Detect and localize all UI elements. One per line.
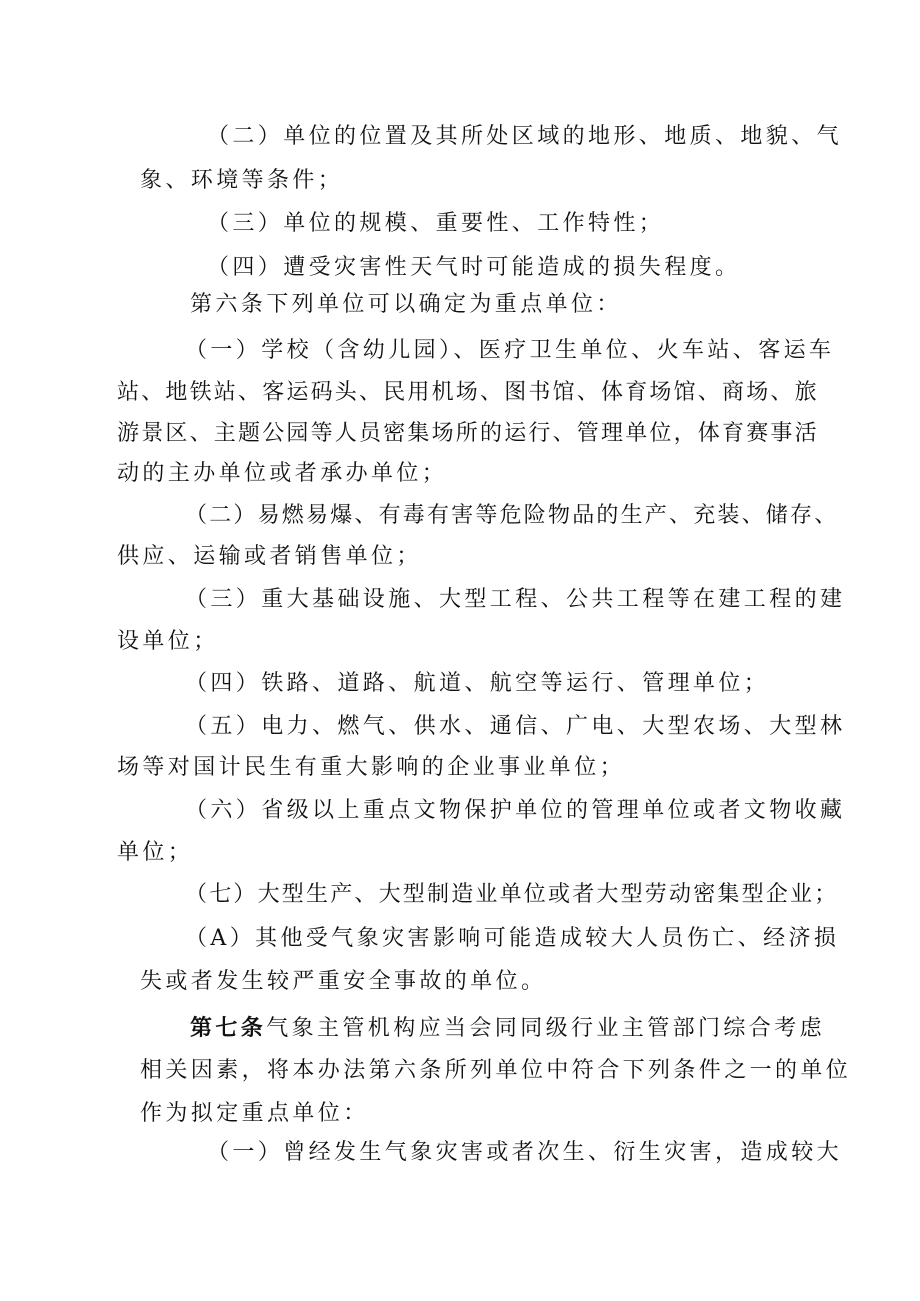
art6-item-6-line-1: （六）省级以上重点文物保护单位的管理单位或者文物收藏 xyxy=(185,798,846,823)
article-7-line-2: 相关因素，将本办法第六条所列单位中符合下列条件之一的单位 xyxy=(140,1058,852,1083)
article-7-heading: 第七条 xyxy=(190,1015,267,1041)
art6-item-1-line-2: 站、地铁站、客运码头、民用机场、图书馆、体育场馆、商场、旅 xyxy=(117,380,819,405)
art6-item-8-line-1: （A）其他受气象灾害影响可能造成较大人员伤亡、经济损 xyxy=(185,926,840,951)
art6-item-1-line-3: 游景区、主题公园等人员密集场所的运行、管理单位，体育赛事活 xyxy=(117,421,819,446)
art6-item-1-line-4: 动的主办单位或者承办单位； xyxy=(117,461,448,486)
art6-item-8-line-2: 失或者发生较严重安全事故的单位。 xyxy=(140,969,547,994)
art6-item-1-line-1: （一）学校（含幼儿园）、医疗卫生单位、火车站、客运车 xyxy=(185,338,835,363)
art6-item-3-line-1: （三）重大基础设施、大型工程、公共工程等在建工程的建 xyxy=(185,587,846,612)
art6-item-6-line-2: 单位； xyxy=(117,840,194,865)
article-7-line-1 xyxy=(190,1013,825,1044)
art6-item-7: （七）大型生产、大型制造业单位或者大型劳动密集型企业； xyxy=(185,882,839,907)
art6-item-2-line-2: 供应、运输或者销售单位； xyxy=(117,544,422,569)
art6-item-5-line-1: （五）电力、燃气、供水、通信、广电、大型农场、大型林 xyxy=(185,714,846,739)
item-2-line-2: 象、环境等条件； xyxy=(140,168,344,193)
art7-item-1-line-1: （一）曾经发生气象灾害或者次生、衍生灾害，造成较大 xyxy=(207,1140,843,1165)
art6-item-5-line-2: 场等对国计民生有重大影响的企业事业单位； xyxy=(117,755,626,780)
item-3: （三）单位的规模、重要性、工作特性； xyxy=(207,211,665,236)
art6-item-2-line-1: （二）易燃易爆、有毒有害等危险物品的生产、充装、储存、 xyxy=(185,503,839,528)
item-2-line-1: （二）单位的位置及其所处区域的地形、地质、地貌、气 xyxy=(207,124,843,149)
article-7-line-3: 作为拟定重点单位： xyxy=(140,1101,369,1126)
art6-item-4: （四）铁路、道路、航道、航空等运行、管理单位； xyxy=(185,671,770,696)
item-4: （四）遭受灾害性天气时可能造成的损失程度。 xyxy=(207,255,741,280)
article-7-text: 气象主管机构应当会同同级行业主管部门综合考虑 xyxy=(266,1016,826,1041)
art6-item-3-line-2: 设单位； xyxy=(117,629,219,654)
article-6-heading: 第六条下列单位可以确定为重点单位： xyxy=(190,292,622,317)
